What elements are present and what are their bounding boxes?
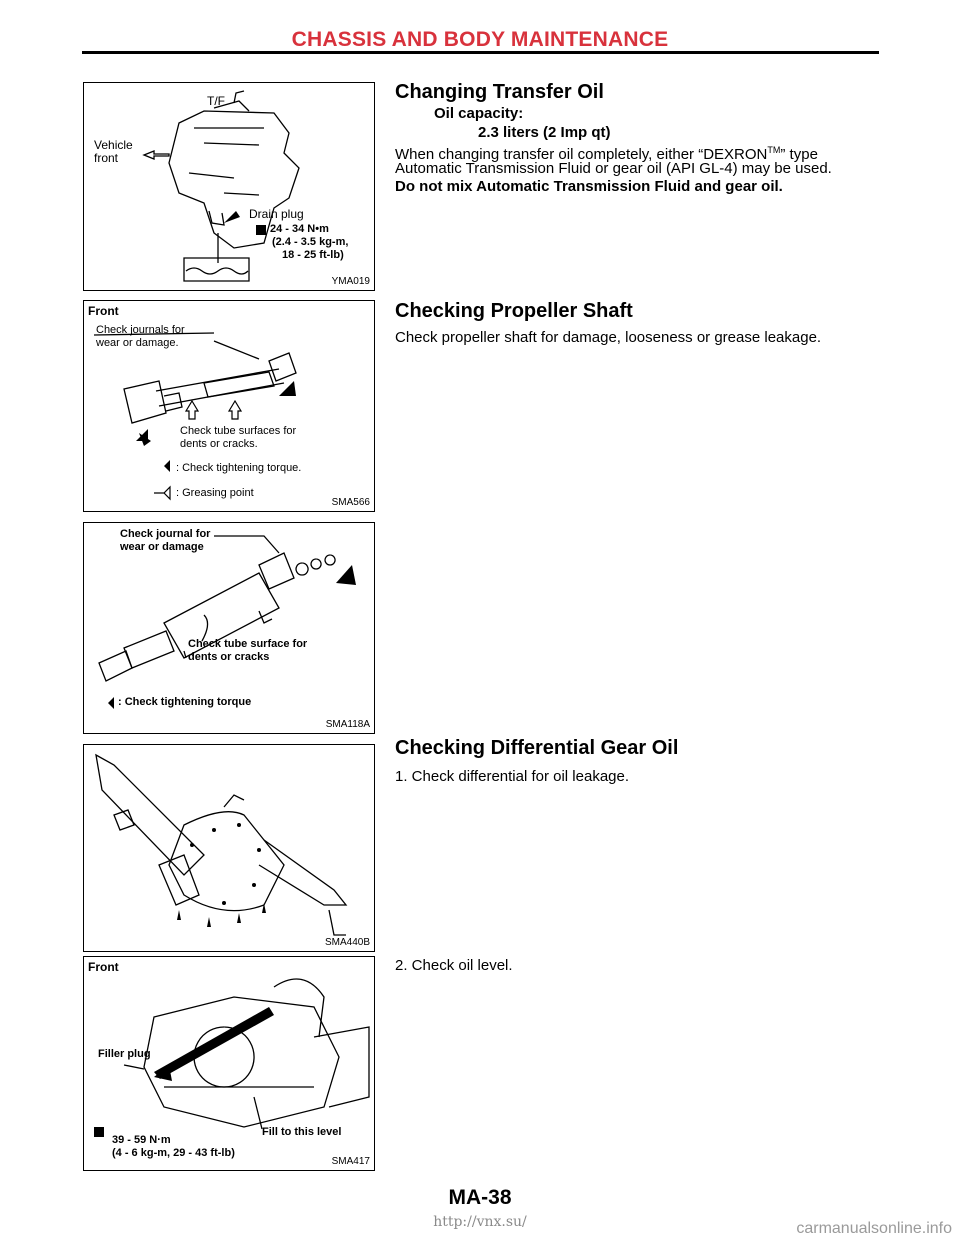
figure-code: SMA417: [331, 1156, 370, 1167]
vehicle-front-line2: front: [94, 151, 119, 165]
footer-link[interactable]: http://vnx.su/: [433, 1214, 527, 1230]
header-rule: [82, 51, 879, 54]
torque-line3: 18 - 25 ft-lb): [282, 249, 344, 261]
torque-line1: 24 - 34 N•m: [270, 223, 329, 235]
front-label: Front: [88, 960, 119, 974]
torque5-line2: (4 - 6 kg-m, 29 - 43 ft-lb): [112, 1147, 235, 1159]
torque5-line1: 39 - 59 N·m: [112, 1134, 171, 1146]
journal-line2: wear or damage: [120, 541, 204, 553]
transfer-warning: Do not mix Automatic Transmission Fluid and gear oil.: [395, 178, 783, 195]
legend-grease: : Greasing point: [176, 487, 254, 499]
transfer-line1-pre: When changing transfer oil completely, either “DEXRON: [395, 146, 768, 163]
page-number: MA-38: [448, 1186, 512, 1209]
torque-spec-5: [112, 1134, 235, 1160]
journal-label: [120, 528, 210, 554]
fill-level-label: Fill to this level: [262, 1126, 342, 1138]
transfer-line2: Automatic Transmission Fluid or gear oil (API GL-4) may be used.: [395, 160, 832, 177]
oil-capacity-value: 2.3 liters (2 Imp qt): [478, 124, 611, 141]
figure-code: SMA118A: [325, 719, 370, 730]
tube-line2: dents or cracks.: [180, 438, 258, 450]
differential-step1: 1. Check differential for oil leakage.: [395, 768, 630, 785]
section-title-transfer: Changing Transfer Oil: [395, 81, 604, 103]
tube-surface-label: [188, 638, 307, 664]
propeller-text: Check propeller shaft for damage, looseness or grease leakage.: [395, 329, 822, 346]
differential-diagram: [84, 745, 374, 951]
filler-plug-label: Filler plug: [98, 1048, 151, 1060]
figure-oil-level: [83, 956, 375, 1171]
tm-mark: TM: [767, 145, 781, 155]
front-label: Front: [88, 304, 119, 318]
transfer-line1-post: ” type: [780, 146, 818, 163]
section-title-propeller: Checking Propeller Shaft: [395, 300, 633, 322]
header-title: CHASSIS AND BODY MAINTENANCE: [291, 28, 669, 51]
figure-code: SMA440B: [324, 937, 370, 948]
watermark: carmanualsonline.info: [796, 1220, 952, 1237]
tube-surface-line2: dents or cracks: [188, 651, 270, 663]
oil-capacity-label: Oil capacity:: [434, 105, 524, 122]
figure-propeller-1: [83, 300, 375, 512]
tf-label: T/F: [207, 94, 225, 108]
vehicle-front-label: [94, 139, 133, 165]
tube-line1: Check tube surfaces for: [180, 425, 297, 437]
legend-torque: : Check tightening torque.: [176, 462, 302, 474]
figure-transfer: [83, 82, 375, 291]
figure-differential: [83, 744, 375, 952]
section-title-differential: Checking Differential Gear Oil: [395, 737, 679, 759]
figure-code: YMA019: [331, 276, 370, 287]
journals-line2: wear or damage.: [96, 337, 179, 349]
journals-label: [96, 324, 185, 350]
torque-spec-1: [270, 223, 348, 262]
figure-propeller-2: [83, 522, 375, 734]
drain-plug-label: Drain plug: [249, 207, 304, 221]
torque-line2: (2.4 - 3.5 kg-m,: [272, 236, 349, 248]
tube-label: [180, 425, 296, 451]
figure-code: SMA566: [331, 497, 370, 508]
differential-step2: 2. Check oil level.: [395, 957, 513, 974]
legend-torque-2: : Check tightening torque: [118, 696, 252, 708]
journal-line1: Check journal for: [120, 528, 211, 540]
journals-line1: Check journals for: [96, 324, 185, 336]
tube-surface-line1: Check tube surface for: [188, 638, 308, 650]
vehicle-front-line1: Vehicle: [94, 138, 133, 152]
